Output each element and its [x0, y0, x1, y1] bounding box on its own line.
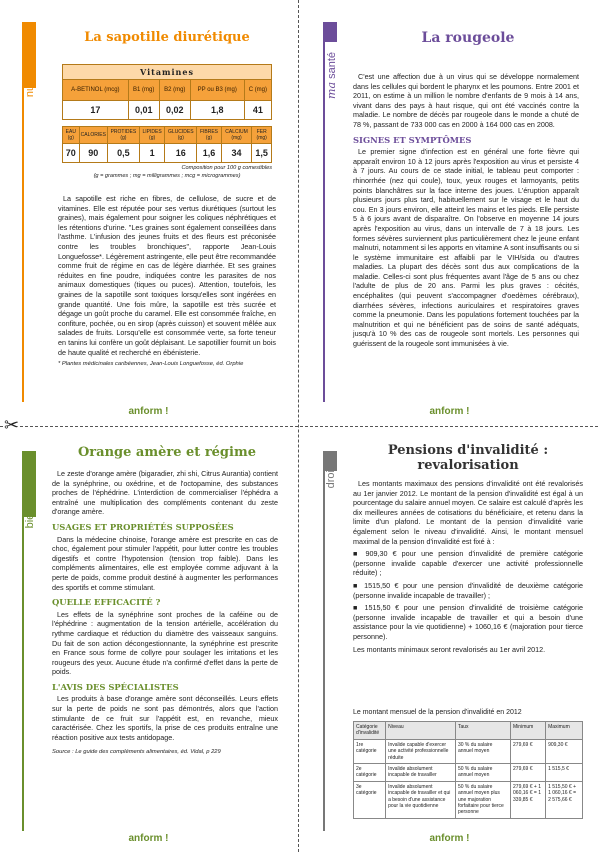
panel-orange-amere: [0, 429, 297, 852]
horizontal-cut-line: [0, 426, 598, 427]
footer-brand: anform !: [128, 833, 169, 844]
subheading: USAGES ET PROPRIÉTÉS SUPPOSÉES: [52, 521, 234, 532]
intro: Le zeste d'orange amère (bigaradier, zhi shi, Citrus Aurantia) contient de la synéphrine, ou oxédrine, et de l'octopamine, des substances proches de l'éphédrine. L'interdiction de commercialiser l'éphédra a entraîné une multiplication des compléments contenant du zeste d'orange amère.: [52, 469, 278, 517]
paragraph: Le premier signe d'infection est en général une forte fièvre qui apparaît environ 10 à 12 jours après l'exposition au virus et persiste 4 à 7 jours. Au cours de ce stade initial, le tableau peut comporter : rhinorrhée (nez qui coule), toux, yeux rouges et larmoyants, petits points blanchâtres sur la face interne des joues. L'éruption apparaît plusieurs jours plus tard, habituellement sur le visage et le haut du cou. En 3 jours environ, elle atteint les mains et les pieds. Elle persiste 5 à 6 jours avant de disparaître. On l'observe en moyenne 14 jours après l'exposition au virus, dans un intervalle de 7 à 18 jours. Les formes sévères surviennent plus particulièrement chez le jeune enfant malnutri, notamment si les apports en vitamine A sont insuffisants ou si le système immunitaire est affaibli par le VIH/sida ou d'autres maladies. La plupart des décès sont dus aux complications de la maladie. Celles-ci sont plus fréquentes avant l'âge de 5 ans ou chez l'adulte de plus de 20 ans. Parmi les plus graves : cécités, encéphalites (qui peuvent s'accompagner d'oedèmes cérébraux), diarrhées sévères, infections auriculaires et respiratoires graves comme la pneumonie. Dans les populations fortement touchées par la malnutrition et qui ne bénéficient pas de soins de santé adéquats, jusqu'à 10 % des cas de rougeole sont mortels. Les personnes qui guérissent de la rougeole sont immunisées à vie.: [353, 147, 579, 349]
footer-brand: anform !: [429, 833, 470, 844]
nutrient-value: 34: [221, 144, 252, 163]
vitamin-header: B2 (mg): [159, 80, 190, 101]
subheading: SIGNES ET SYMPTÔMES: [353, 134, 472, 145]
closing: Les montants minimaux seront revalorisés au 1er avril 2012.: [353, 644, 546, 654]
source: Source : Le guide des compléments alimentaires, éd. Vidal, p 229: [52, 749, 221, 756]
article-body: [52, 469, 278, 761]
footer-brand: anform !: [429, 406, 470, 417]
table-header: Maximum: [546, 722, 583, 740]
vitamins-caption: Vitamines: [63, 65, 272, 80]
article-title: La rougeole: [421, 30, 515, 46]
article-title: La sapotille diurétique: [84, 30, 250, 45]
vitamin-header: C (mg): [244, 80, 271, 101]
table-header: Niveau: [386, 722, 456, 740]
section-bar: [323, 451, 339, 831]
table-header: Taux: [455, 722, 510, 740]
article-body: [353, 479, 583, 657]
footnote: * Plantes médicinales caribéennes, Jean-Louis Longuefosse, éd. Orphie: [58, 361, 244, 368]
vitamin-value: 17: [63, 101, 129, 120]
bullet: ■ 1515,50 € pour une pension d'invalidité de deuxième catégorie (personne invalide incapable de travailler) ;: [353, 580, 583, 600]
paragraph: Les produits à base d'orange amère sont déconseillés. Leurs effets sur la perte de poids ne sont pas démontrés, alors que l'action stimulante de ce fruit sur l'appétit est, en revanche, mieux caractérisée. Chez les sportifs, la prise de ces produits entraîne une réaction positive aux tests antidopage.: [52, 694, 278, 742]
units-note: (g = grammes ; mg = milligrammes ; mcg = microgrammes): [93, 173, 241, 179]
vitamin-header: B1 (mg): [128, 80, 159, 101]
panel-pensions: [301, 429, 598, 852]
panel-rougeole: [301, 0, 598, 425]
composition-note: Composition pour 100 g comestibles: [181, 165, 272, 171]
nutrient-value: 1,6: [197, 144, 221, 163]
nutrient-header: EAU (g): [63, 127, 80, 144]
table-title: Le montant mensuel de la pension d'invalidité en 2012: [353, 709, 522, 716]
nutrient-value: 1: [139, 144, 165, 163]
bullet: ■ 1515,50 € pour une pension d'invalidité de troisième catégorie (personne invalide incapable de travailler et qui a besoin d'une assistance pour la vie quotidienne) + 1060,16 € (majoration pour tierce personne).: [353, 603, 583, 641]
nutrient-value: 16: [165, 144, 197, 163]
nutrient-header: CALORIES: [79, 127, 107, 144]
paragraph: Dans la médecine chinoise, l'orange amère est prescrite en cas de choc, également pour stimuler l'appétit, pour lutter contre les troubles digestifs et contre l'hypotension (tension trop faible). Dans les compléments alimentaires, elle est employée comme adjuvant à la perte de poids, comme produit destiné à augmenter les performances des sportifs et comme stimulant.: [52, 534, 278, 592]
nutrient-header: LIPIDES (g): [139, 127, 165, 144]
article-body: [353, 72, 579, 352]
nutrient-header: CALCIUM (mg): [221, 127, 252, 144]
subheading: QUELLE EFFICACITÉ ?: [52, 597, 161, 608]
table-row: 3e catégorie Invalide absolument incapable de travailler et qui a besoin d'une assistance pour la vie quotidienne 50 % du salaire annuel moyen plus une majoration forfaitaire pour tierce personne 279,69 € + 1 060,16 € = 1 339,85 € 1 515,50 € + 1 060,16 € = 2 575,66 €: [354, 781, 583, 818]
section-label-bien-etre: bien-être: [24, 485, 36, 529]
table-header: Catégorie d'invalidité: [354, 722, 386, 740]
nutrient-value: 90: [79, 144, 107, 163]
subheading: L'AVIS DES SPÉCIALISTES: [52, 681, 179, 692]
nutrient-value: 70: [63, 144, 80, 163]
section-label-sante: ma santé: [325, 52, 338, 99]
nutrient-value: 1,5: [252, 144, 272, 163]
section-tag: [323, 22, 337, 42]
vitamin-value: 0,01: [128, 101, 159, 120]
paragraph: La sapotille est riche en fibres, de cellulose, de sucre et de vitamines. Elle est réputée pour ses vertus diurétiques (surtout les graines), mais également pour soigner les coliques néphrétiques et les rétentions d'urine. "Les graines sont également conseillées dans l'asthme. L'infusion des jeunes fruits et des fleurs est préconisée contre les troubles bronchiques", rapporte Jean-Louis Longuefosse*. Légèrement astringente, elle peut être recommandée comme fruit de régime en cas de légère diarrhée. Et ses graines réduites en fine poudre, indiquées contre les parasites de nos animaux domestiques (tiques ou puces). Attention, toutefois, les graines de la sapotille sont toxiques lorsqu'elles sont ingérées en grande quantité. Une fois mûre, la sapotille est très sucrée et dégage un goût proche du caramel. Elle est consommée fraîche, en confiture, pochée, ou en sirop (après cuisson) et souvent mêlée aux salades de fruits. Lorsqu'elle est consommée verte, sa forte teneur en tanins lui confère un goût déplaisant. Le sapotillier fournit un bois de haute qualité et recherché en ébénisterie.: [58, 194, 276, 357]
table-row: 2e catégorie Invalide absolument incapable de travailler 50 % du salaire annuel moyen 279,69 € 1 515,5 €: [354, 764, 583, 782]
intro: Les montants maximaux des pensions d'invalidité ont été revalorisés au 1er janvier 2012. Le montant de la pension d'invalidité est égal à un pourcentage du salaire annuel moyen. Ce salaire est calculé d'après les dix meilleures années de cotisations du bénéficiaire, et retenu dans la limite d'un plafond. Le montant de la pension d'invalidité varie également selon le niveau d'invalidité. Ainsi, le montant mensuel maximal de la pension d'invalidité est fixé à :: [353, 479, 583, 546]
vitamin-value: 1,8: [190, 101, 244, 120]
article-title: Orange amère et régime: [77, 445, 256, 460]
nutrient-header: FER (mg): [252, 127, 272, 144]
scissors-icon: ✂: [4, 415, 20, 435]
vitamin-value: 41: [244, 101, 271, 120]
nutrient-header: FIBRES (g): [197, 127, 221, 144]
section-label-nutrition: nutrition: [24, 58, 36, 98]
table-row: 1re catégorie Invalide capable d'exercer une activité professionnelle réduite 30 % du salaire annuel moyen 279,69 € 909,30 €: [354, 739, 583, 763]
intro: C'est une affection due à un virus qui se développe normalement dans les cellules qui bordent le pharynx et les poumons. Entre 2001 et 2011, on estime à un million le nombre d'enfants de 9 mois à 14 ans, vivant dans des pays à haut risque, qui ont été vaccinés contre la maladie. Le nombre de décès par rougeole dans le monde a chuté de 78 %, passant de 733 000 cas en 2000 à 164 000 cas en 2008.: [353, 72, 579, 129]
vitamin-header: PP ou B3 (mg): [190, 80, 244, 101]
pension-table: [353, 721, 583, 819]
nutrient-header: GLUCIDES (g): [165, 127, 197, 144]
nutrients-table: [62, 126, 272, 163]
nutrient-header: PROTIDES (g): [107, 127, 139, 144]
vitamin-value: 0,02: [159, 101, 190, 120]
section-label-droit: droit: [325, 467, 337, 489]
bullet: ■ 909,30 € pour une pension d'invalidité de première catégorie (personne invalide capable d'exercer une activité professionnelle réduite) ;: [353, 549, 583, 578]
footer-brand: anform !: [128, 406, 169, 417]
article-body: [58, 194, 276, 373]
table-header: Minimum: [511, 722, 546, 740]
article-title: Pensions d'invalidité : revalorisation: [387, 443, 549, 473]
panel-sapotille: [0, 0, 297, 425]
vitamins-table: [62, 64, 272, 120]
nutrient-value: 0,5: [107, 144, 139, 163]
paragraph: Les effets de la synéphrine sont proches de la caféine ou de l'éphédrine : augmentation de la tension artérielle, accélération du rythme cardiaque et réduction du diamètre des vaisseaux sanguins. Du fait de son action décongestionnante, la synéphrine est prescrite en France sous forme de collyre pour soulager les irritations et les rougeurs des yeux. Aucune étude n'a confirmé d'effet dans la perte de poids.: [52, 609, 278, 677]
vitamin-header: A-BETINOL (mcg): [63, 80, 129, 101]
